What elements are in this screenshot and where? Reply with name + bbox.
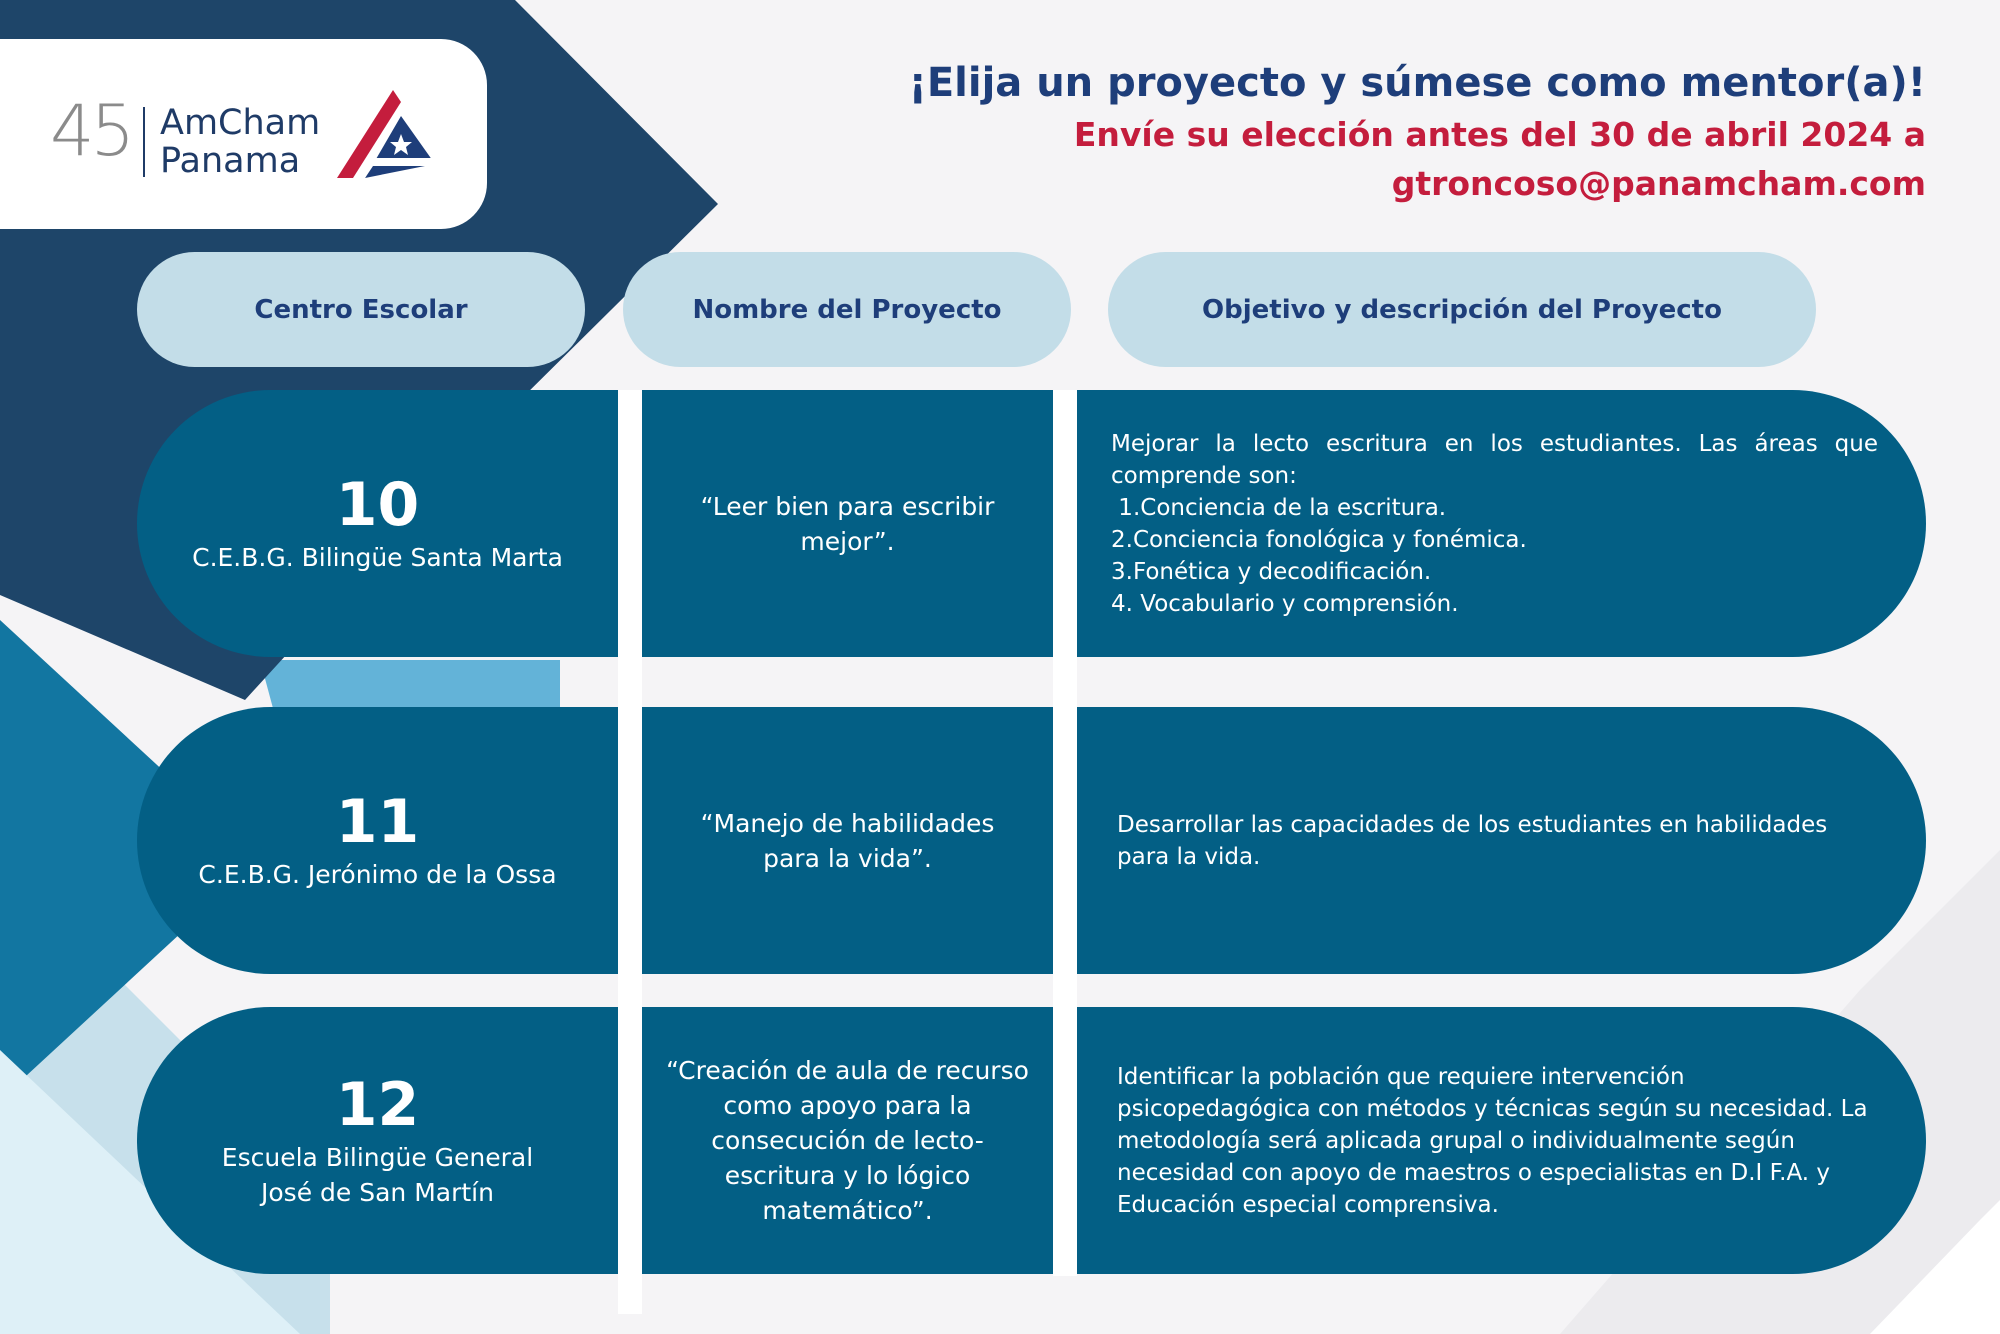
project-name: “Manejo de habilidades para la vida”. xyxy=(700,808,995,873)
logo-line-2: Panama xyxy=(160,141,301,181)
logo-wordmark xyxy=(160,104,320,180)
project-name: “Leer bien para escribir mejor”. xyxy=(700,491,995,556)
logo-anniversary-number: 45 xyxy=(50,90,132,172)
amcham-triangle-star-icon xyxy=(335,88,435,180)
column-header-project: Nombre del Proyecto xyxy=(623,252,1071,367)
description-item: 3.Fonética y decodificación. xyxy=(1111,558,1432,585)
description-cell xyxy=(1077,707,1926,974)
school-cell xyxy=(137,1007,618,1274)
description-cell xyxy=(1077,390,1926,657)
description-item: 4. Vocabulario y comprensión. xyxy=(1111,590,1459,617)
school-cell xyxy=(137,707,618,974)
school-name: C.E.B.G. Jerónimo de la Ossa xyxy=(198,860,557,889)
column-header-objective: Objetivo y descripción del Proyecto xyxy=(1108,252,1816,367)
project-name: “Creación de aula de recurso como apoyo para la consecución de lecto-escritura y lo lógico matemático”. xyxy=(666,1056,1029,1225)
page-title: ¡Elija un proyecto y súmese como mentor(a)! xyxy=(908,60,1926,106)
description-cell xyxy=(1077,1007,1926,1274)
column-separator xyxy=(618,390,642,1314)
school-name: C.E.B.G. Bilingüe Santa Marta xyxy=(192,543,563,572)
description-text: Identificar la población que requiere intervención psicopedagógica con métodos y técnicas según su necesidad. La metodología será aplicada grupal o individualmente según necesidad con apoyo de maestros o especialistas en D.I F.A. y Educación especial comprensiva. xyxy=(1117,1063,1868,1218)
project-number: 12 xyxy=(335,1069,420,1140)
description-intro: Mejorar la lecto escritura en los estudiantes. Las áreas que comprende son: xyxy=(1111,430,1878,489)
column-header-school: Centro Escolar xyxy=(137,252,585,367)
school-cell xyxy=(137,390,618,657)
project-number: 10 xyxy=(335,470,420,540)
column-separator xyxy=(1053,390,1077,1276)
deadline-text: Envíe su elección antes del 30 de abril 2024 a xyxy=(1073,115,1926,154)
description-item: 2.Conciencia fonológica y fonémica. xyxy=(1111,526,1527,553)
project-number: 11 xyxy=(335,787,420,857)
description-item: 1.Conciencia de la escritura. xyxy=(1111,494,1447,521)
project-name-cell xyxy=(642,390,1053,657)
description-text: Desarrollar las capacidades de los estudiantes en habilidades para la vida. xyxy=(1117,811,1828,870)
project-name-cell xyxy=(642,1007,1053,1274)
project-name-cell xyxy=(642,707,1053,974)
contact-email: gtroncoso@panamcham.com xyxy=(1391,164,1926,203)
school-name: Escuela Bilingüe General José de San Martín xyxy=(221,1142,534,1207)
logo-line-1: AmCham xyxy=(160,103,321,143)
logo-divider xyxy=(143,107,145,177)
